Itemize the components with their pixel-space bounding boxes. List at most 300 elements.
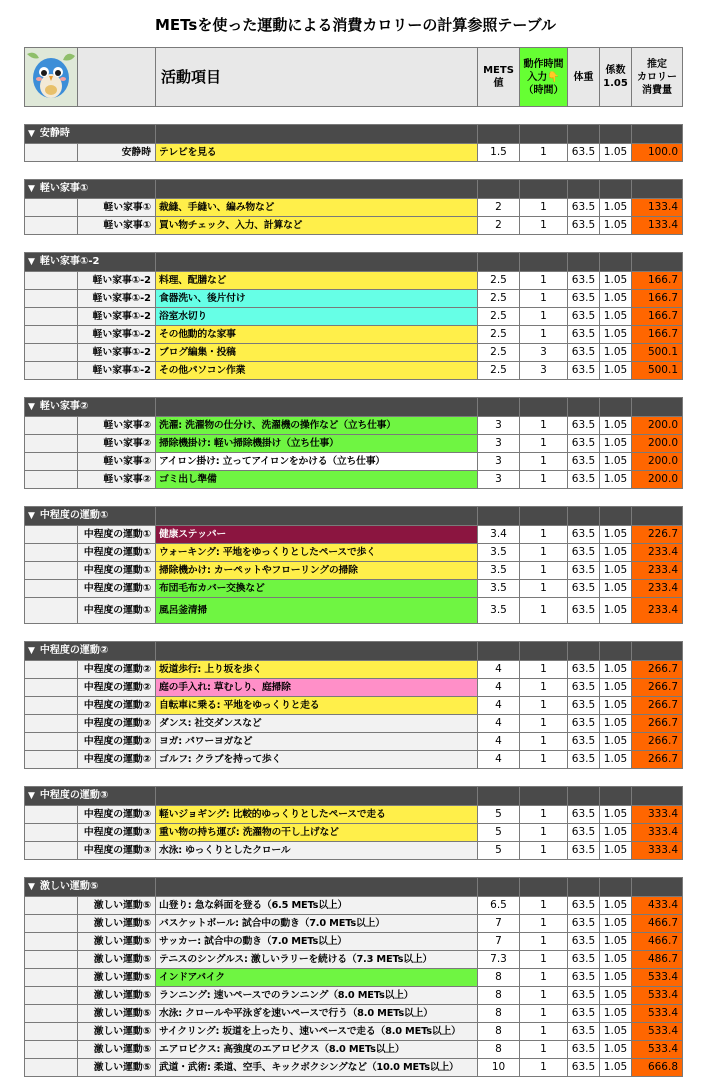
section-title[interactable] [25, 180, 156, 199]
row-label: 激しい運動⑤ [78, 951, 156, 969]
row-weight: 63.5 [568, 824, 600, 842]
row-weight: 63.5 [568, 471, 600, 489]
table-row [25, 344, 683, 362]
row-label: 軽い家事② [78, 435, 156, 453]
row-activity: 買い物チェック、入力、計算など [156, 217, 478, 235]
section-header-cell [600, 878, 632, 897]
table-row [25, 598, 683, 624]
row-time[interactable]: 1 [520, 290, 568, 308]
section-header[interactable] [25, 125, 683, 144]
collapse-triangle-icon[interactable]: ▼ [28, 402, 35, 412]
row-calories: 266.7 [632, 661, 683, 679]
row-calories: 533.4 [632, 987, 683, 1005]
row-weight: 63.5 [568, 199, 600, 217]
row-time[interactable]: 1 [520, 897, 568, 915]
collapse-triangle-icon[interactable]: ▼ [28, 646, 35, 656]
row-mets: 2.5 [478, 344, 520, 362]
row-mets: 3 [478, 471, 520, 489]
row-weight: 63.5 [568, 144, 600, 162]
section-name: 激しい運動⑤ [39, 881, 99, 892]
row-calories: 200.0 [632, 435, 683, 453]
row-label: 激しい運動⑤ [78, 933, 156, 951]
section-title[interactable] [25, 253, 156, 272]
row-blank [25, 987, 78, 1005]
row-weight: 63.5 [568, 806, 600, 824]
row-weight: 63.5 [568, 1059, 600, 1077]
table-row [25, 1005, 683, 1023]
section-header-cell [478, 878, 520, 897]
row-blank [25, 362, 78, 380]
row-time[interactable]: 3 [520, 362, 568, 380]
row-activity: 重い物の持ち運び: 洗濯物の干し上げなど [156, 824, 478, 842]
row-weight: 63.5 [568, 1023, 600, 1041]
table-row [25, 290, 683, 308]
row-mets: 8 [478, 1023, 520, 1041]
section-header-cell [478, 787, 520, 806]
section-spacer [25, 162, 683, 180]
table-row [25, 435, 683, 453]
row-weight: 63.5 [568, 417, 600, 435]
row-weight: 63.5 [568, 580, 600, 598]
row-time[interactable]: 1 [520, 580, 568, 598]
row-time[interactable]: 1 [520, 842, 568, 860]
section-title[interactable] [25, 398, 156, 417]
row-mets: 3.4 [478, 526, 520, 544]
row-coef: 1.05 [600, 915, 632, 933]
row-time[interactable]: 1 [520, 417, 568, 435]
section-header-cell [156, 507, 478, 526]
row-label: 中程度の運動② [78, 733, 156, 751]
section-title[interactable] [25, 507, 156, 526]
section-header-cell [600, 180, 632, 199]
row-calories: 266.7 [632, 715, 683, 733]
row-blank [25, 1041, 78, 1059]
row-mets: 3.5 [478, 562, 520, 580]
row-calories: 266.7 [632, 751, 683, 769]
row-label: 軽い家事①-2 [78, 362, 156, 380]
section-header-cell [156, 125, 478, 144]
row-activity: 洗濯: 洗濯物の仕分け、洗濯機の操作など（立ち仕事） [156, 417, 478, 435]
row-label: 激しい運動⑤ [78, 897, 156, 915]
row-calories: 200.0 [632, 417, 683, 435]
row-time[interactable]: 1 [520, 435, 568, 453]
row-activity: 山登り: 急な斜面を登る（6.5 METs以上） [156, 897, 478, 915]
row-label: 中程度の運動① [78, 544, 156, 562]
row-blank [25, 580, 78, 598]
section-header-cell [568, 253, 600, 272]
row-mets: 3 [478, 417, 520, 435]
table-row [25, 471, 683, 489]
row-time[interactable]: 1 [520, 526, 568, 544]
row-label: 安静時 [78, 144, 156, 162]
header-cal-line1: 推定 [647, 58, 667, 70]
row-coef: 1.05 [600, 842, 632, 860]
row-time[interactable]: 1 [520, 272, 568, 290]
row-time[interactable]: 1 [520, 471, 568, 489]
row-time[interactable]: 1 [520, 715, 568, 733]
row-coef: 1.05 [600, 897, 632, 915]
section-header[interactable] [25, 878, 683, 897]
row-coef: 1.05 [600, 362, 632, 380]
section-header-cell [520, 787, 568, 806]
row-coef: 1.05 [600, 526, 632, 544]
row-label: 激しい運動⑤ [78, 1059, 156, 1077]
row-calories: 266.7 [632, 697, 683, 715]
row-calories: 533.4 [632, 1041, 683, 1059]
row-label: 中程度の運動① [78, 580, 156, 598]
row-coef: 1.05 [600, 679, 632, 697]
row-label: 中程度の運動① [78, 562, 156, 580]
row-time[interactable]: 1 [520, 697, 568, 715]
row-blank [25, 598, 78, 624]
spacer-cell [25, 162, 683, 180]
section-header-cell [568, 878, 600, 897]
table-row [25, 562, 683, 580]
spacer-cell [25, 380, 683, 398]
header-mets [478, 48, 520, 107]
row-activity: 自転車に乗る: 平地をゆっくりと走る [156, 697, 478, 715]
collapse-triangle-icon[interactable]: ▼ [28, 129, 35, 139]
row-label: 激しい運動⑤ [78, 1005, 156, 1023]
section-title[interactable] [25, 878, 156, 897]
row-coef: 1.05 [600, 987, 632, 1005]
row-coef: 1.05 [600, 272, 632, 290]
row-blank [25, 897, 78, 915]
spacer-cell [25, 624, 683, 642]
row-weight: 63.5 [568, 679, 600, 697]
section-header-cell [520, 253, 568, 272]
row-label: 軽い家事①-2 [78, 344, 156, 362]
row-calories: 333.4 [632, 824, 683, 842]
section-header-cell [520, 642, 568, 661]
section-header-cell [632, 125, 683, 144]
row-calories: 533.4 [632, 969, 683, 987]
row-time[interactable]: 1 [520, 144, 568, 162]
header-activity: 活動項目 [156, 48, 478, 107]
row-coef: 1.05 [600, 435, 632, 453]
row-mets: 3.5 [478, 598, 520, 624]
row-label: 激しい運動⑤ [78, 915, 156, 933]
row-activity: 水泳: クロールや平泳ぎを速いペースで行う（8.0 METs以上） [156, 1005, 478, 1023]
header-coef-line1: 係数 [605, 65, 626, 76]
row-weight: 63.5 [568, 897, 600, 915]
row-coef: 1.05 [600, 1023, 632, 1041]
row-coef: 1.05 [600, 751, 632, 769]
row-coef: 1.05 [600, 544, 632, 562]
header-weight: 体重 [568, 48, 600, 107]
row-blank [25, 824, 78, 842]
row-blank [25, 471, 78, 489]
row-blank [25, 453, 78, 471]
row-calories: 133.4 [632, 199, 683, 217]
header-time [520, 48, 568, 107]
header-blank [78, 48, 156, 107]
row-calories: 533.4 [632, 1023, 683, 1041]
row-blank [25, 842, 78, 860]
table-row [25, 308, 683, 326]
row-blank [25, 933, 78, 951]
row-blank [25, 344, 78, 362]
row-time[interactable]: 1 [520, 951, 568, 969]
row-weight: 63.5 [568, 598, 600, 624]
row-calories: 266.7 [632, 679, 683, 697]
row-blank [25, 217, 78, 235]
row-blank [25, 733, 78, 751]
row-blank [25, 715, 78, 733]
row-time[interactable]: 1 [520, 806, 568, 824]
table-row [25, 842, 683, 860]
row-blank [25, 951, 78, 969]
row-label: 激しい運動⑤ [78, 969, 156, 987]
row-label: 軽い家事①-2 [78, 308, 156, 326]
table-row [25, 806, 683, 824]
row-activity: テニスのシングルス: 激しいラリーを続ける（7.3 METs以上） [156, 951, 478, 969]
row-time[interactable]: 1 [520, 679, 568, 697]
row-calories: 486.7 [632, 951, 683, 969]
row-label: 中程度の運動② [78, 697, 156, 715]
row-mets: 3.5 [478, 544, 520, 562]
row-weight: 63.5 [568, 290, 600, 308]
row-mets: 8 [478, 969, 520, 987]
row-activity: その他パソコン作業 [156, 362, 478, 380]
row-mets: 5 [478, 842, 520, 860]
row-time[interactable]: 1 [520, 915, 568, 933]
row-coef: 1.05 [600, 217, 632, 235]
row-time[interactable]: 1 [520, 1023, 568, 1041]
row-coef: 1.05 [600, 733, 632, 751]
spacer-cell [25, 107, 683, 125]
row-activity: 掃除機掛け: 軽い掃除機掛け（立ち仕事） [156, 435, 478, 453]
table-row [25, 751, 683, 769]
row-weight: 63.5 [568, 362, 600, 380]
row-time[interactable]: 1 [520, 544, 568, 562]
row-time[interactable]: 1 [520, 733, 568, 751]
row-label: 中程度の運動② [78, 751, 156, 769]
section-header-cell [478, 642, 520, 661]
row-mets: 8 [478, 987, 520, 1005]
section-header[interactable] [25, 787, 683, 806]
table-row [25, 697, 683, 715]
row-blank [25, 751, 78, 769]
row-mets: 7 [478, 915, 520, 933]
section-name: 安静時 [39, 128, 70, 139]
row-time[interactable]: 1 [520, 562, 568, 580]
table-row [25, 217, 683, 235]
row-time[interactable]: 1 [520, 598, 568, 624]
row-time[interactable]: 1 [520, 933, 568, 951]
row-blank [25, 272, 78, 290]
row-time[interactable]: 1 [520, 1005, 568, 1023]
row-blank [25, 1059, 78, 1077]
row-activity: 軽いジョギング: 比較的ゆっくりとしたペースで走る [156, 806, 478, 824]
row-coef: 1.05 [600, 951, 632, 969]
table-row [25, 679, 683, 697]
row-weight: 63.5 [568, 915, 600, 933]
row-mets: 5 [478, 806, 520, 824]
row-weight: 63.5 [568, 344, 600, 362]
collapse-triangle-icon[interactable]: ▼ [28, 511, 35, 521]
row-coef: 1.05 [600, 661, 632, 679]
section-spacer [25, 860, 683, 878]
row-time[interactable]: 1 [520, 308, 568, 326]
section-header[interactable] [25, 507, 683, 526]
row-activity: 浴室水切り [156, 308, 478, 326]
row-time[interactable]: 1 [520, 1041, 568, 1059]
row-calories: 166.7 [632, 326, 683, 344]
row-coef: 1.05 [600, 453, 632, 471]
section-header-cell [568, 125, 600, 144]
row-weight: 63.5 [568, 715, 600, 733]
section-title[interactable] [25, 642, 156, 661]
row-time[interactable]: 1 [520, 969, 568, 987]
row-blank [25, 969, 78, 987]
row-time[interactable]: 3 [520, 344, 568, 362]
table-row [25, 580, 683, 598]
table-row [25, 526, 683, 544]
section-spacer [25, 489, 683, 507]
collapse-triangle-icon[interactable]: ▼ [28, 791, 35, 801]
header-calories [632, 48, 683, 107]
row-blank [25, 308, 78, 326]
row-coef: 1.05 [600, 824, 632, 842]
row-calories: 533.4 [632, 1005, 683, 1023]
collapse-triangle-icon[interactable]: ▼ [28, 257, 35, 267]
row-time[interactable]: 1 [520, 987, 568, 1005]
row-calories: 233.4 [632, 544, 683, 562]
row-mets: 3 [478, 453, 520, 471]
collapse-triangle-icon[interactable]: ▼ [28, 184, 35, 194]
section-header-cell [600, 787, 632, 806]
row-coef: 1.05 [600, 326, 632, 344]
row-mets: 10 [478, 1059, 520, 1077]
row-weight: 63.5 [568, 544, 600, 562]
header-time-line2: 入力👇 [527, 71, 560, 83]
row-weight: 63.5 [568, 217, 600, 235]
row-blank [25, 290, 78, 308]
table-row [25, 661, 683, 679]
row-activity: 健康ステッパー [156, 526, 478, 544]
row-blank [25, 417, 78, 435]
section-header[interactable] [25, 642, 683, 661]
row-mets: 1.5 [478, 144, 520, 162]
row-activity: ウォーキング: 平地をゆっくりとしたペースで歩く [156, 544, 478, 562]
row-time[interactable]: 1 [520, 217, 568, 235]
row-coef: 1.05 [600, 697, 632, 715]
row-activity: アイロン掛け: 立ってアイロンをかける（立ち仕事） [156, 453, 478, 471]
section-header-cell [156, 642, 478, 661]
table-row [25, 933, 683, 951]
header-coef-line2: 1.05 [603, 78, 628, 89]
section-header-cell [156, 398, 478, 417]
section-header-cell [478, 253, 520, 272]
header-row [25, 48, 683, 107]
table-row [25, 144, 683, 162]
row-label: 軽い家事①-2 [78, 290, 156, 308]
row-mets: 4 [478, 751, 520, 769]
row-time[interactable]: 1 [520, 661, 568, 679]
row-calories: 333.4 [632, 806, 683, 824]
row-activity: ランニング: 速いペースでのランニング（8.0 METs以上） [156, 987, 478, 1005]
section-name: 中程度の運動③ [39, 790, 109, 801]
row-time[interactable]: 1 [520, 199, 568, 217]
section-title[interactable] [25, 125, 156, 144]
row-coef: 1.05 [600, 969, 632, 987]
row-calories: 666.8 [632, 1059, 683, 1077]
row-coef: 1.05 [600, 417, 632, 435]
row-time[interactable]: 1 [520, 1059, 568, 1077]
spacer-cell [25, 769, 683, 787]
spacer-cell [25, 860, 683, 878]
row-coef: 1.05 [600, 1041, 632, 1059]
section-header-cell [632, 180, 683, 199]
row-activity: インドアバイク [156, 969, 478, 987]
row-blank [25, 199, 78, 217]
row-coef: 1.05 [600, 933, 632, 951]
row-time[interactable]: 1 [520, 824, 568, 842]
bird-icon [25, 48, 77, 102]
row-coef: 1.05 [600, 1059, 632, 1077]
row-weight: 63.5 [568, 526, 600, 544]
section-header-cell [520, 878, 568, 897]
row-activity: 食器洗い、後片付け [156, 290, 478, 308]
collapse-triangle-icon[interactable]: ▼ [28, 882, 35, 892]
table-row [25, 326, 683, 344]
section-header-cell [600, 642, 632, 661]
row-mets: 3.5 [478, 580, 520, 598]
row-weight: 63.5 [568, 987, 600, 1005]
row-time[interactable]: 1 [520, 453, 568, 471]
row-mets: 2 [478, 199, 520, 217]
row-label: 激しい運動⑤ [78, 1023, 156, 1041]
section-header-cell [478, 507, 520, 526]
row-activity: 料理、配膳など [156, 272, 478, 290]
section-spacer [25, 624, 683, 642]
section-spacer [25, 769, 683, 787]
row-calories: 466.7 [632, 933, 683, 951]
table-row [25, 733, 683, 751]
section-title[interactable] [25, 787, 156, 806]
row-weight: 63.5 [568, 733, 600, 751]
row-calories: 233.4 [632, 598, 683, 624]
row-label: 軽い家事② [78, 453, 156, 471]
spacer-cell [25, 489, 683, 507]
row-label: 軽い家事① [78, 217, 156, 235]
section-header[interactable] [25, 180, 683, 199]
table-row [25, 1023, 683, 1041]
row-blank [25, 697, 78, 715]
row-calories: 500.1 [632, 362, 683, 380]
section-header[interactable] [25, 253, 683, 272]
row-time[interactable]: 1 [520, 326, 568, 344]
row-activity: 武道・武術: 柔道、空手、キックボクシングなど（10.0 METs以上） [156, 1059, 478, 1077]
row-activity: 坂道歩行: 上り坂を歩く [156, 661, 478, 679]
row-label: 中程度の運動① [78, 526, 156, 544]
row-label: 激しい運動⑤ [78, 1041, 156, 1059]
section-header[interactable] [25, 398, 683, 417]
header-cal-line2: カロリー [637, 71, 677, 83]
section-header-cell [600, 398, 632, 417]
section-header-cell [520, 507, 568, 526]
row-weight: 63.5 [568, 272, 600, 290]
section-header-cell [632, 253, 683, 272]
row-activity: サッカー: 試合中の動き（7.0 METs以上） [156, 933, 478, 951]
row-time[interactable]: 1 [520, 751, 568, 769]
section-header-cell [568, 507, 600, 526]
table-row [25, 897, 683, 915]
section-header-cell [632, 398, 683, 417]
section-header-cell [600, 507, 632, 526]
section-header-cell [156, 787, 478, 806]
